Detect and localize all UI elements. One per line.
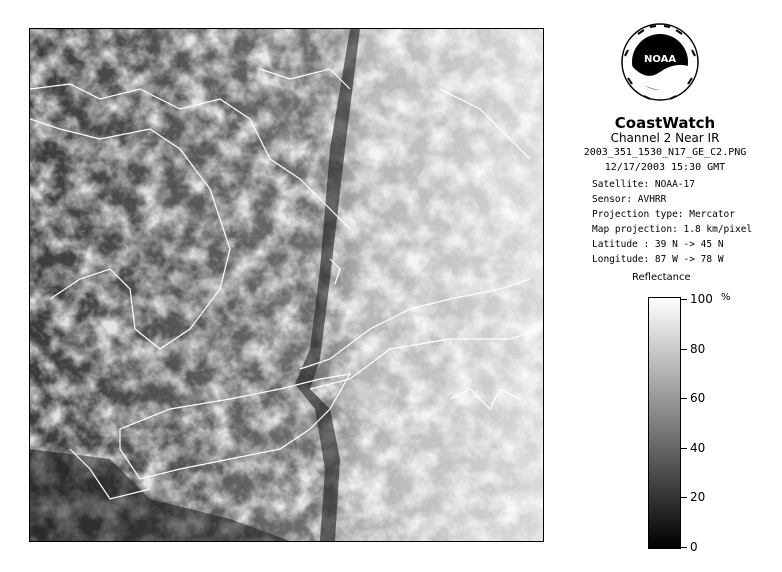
satellite-image [30,29,543,541]
noaa-logo [620,22,700,112]
map-projection-info: Map projection: 1.8 km/pixel [592,224,753,235]
noaa-logo-icon [620,22,700,112]
longitude-info: Longitude: 87 W -> 78 W [592,254,724,265]
colorbar-tick-mark [681,547,687,548]
colorbar-tick-label: 0 [690,540,698,554]
colorbar-unit: % [721,292,731,303]
projection-type-info: Projection type: Mercator [592,209,735,220]
colorbar-tick-label: 60 [690,391,706,406]
colorbar-tick-label: 80 [690,341,706,356]
noaa-logo-text: NOAA [644,54,677,65]
colorbar-tick-mark [681,497,687,498]
colorbar-label: Reflectance [632,272,691,283]
colorbar-tick-mark [681,448,687,449]
sensor-info: Sensor: AVHRR [592,194,667,205]
channel-subtitle: Channel 2 Near IR [610,131,720,145]
colorbar-tick-label: 100 [690,292,713,306]
colorbar-tick-mark [681,299,687,300]
colorbar-tick-mark [681,398,687,399]
colorbar-tick-mark [681,349,687,350]
satellite-info: Satellite: NOAA-17 [592,179,695,190]
satellite-image-icon [30,29,543,541]
product-title: CoastWatch [614,114,716,132]
colorbar-tick-label: 20 [690,490,706,505]
colorbar [648,297,681,549]
image-datetime: 12/17/2003 15:30 GMT [604,162,726,173]
image-filename: 2003_351_1530_N17_GE_C2.PNG [583,147,747,158]
colorbar-tick-label: 40 [690,440,706,455]
latitude-info: Latitude : 39 N -> 45 N [592,239,724,250]
